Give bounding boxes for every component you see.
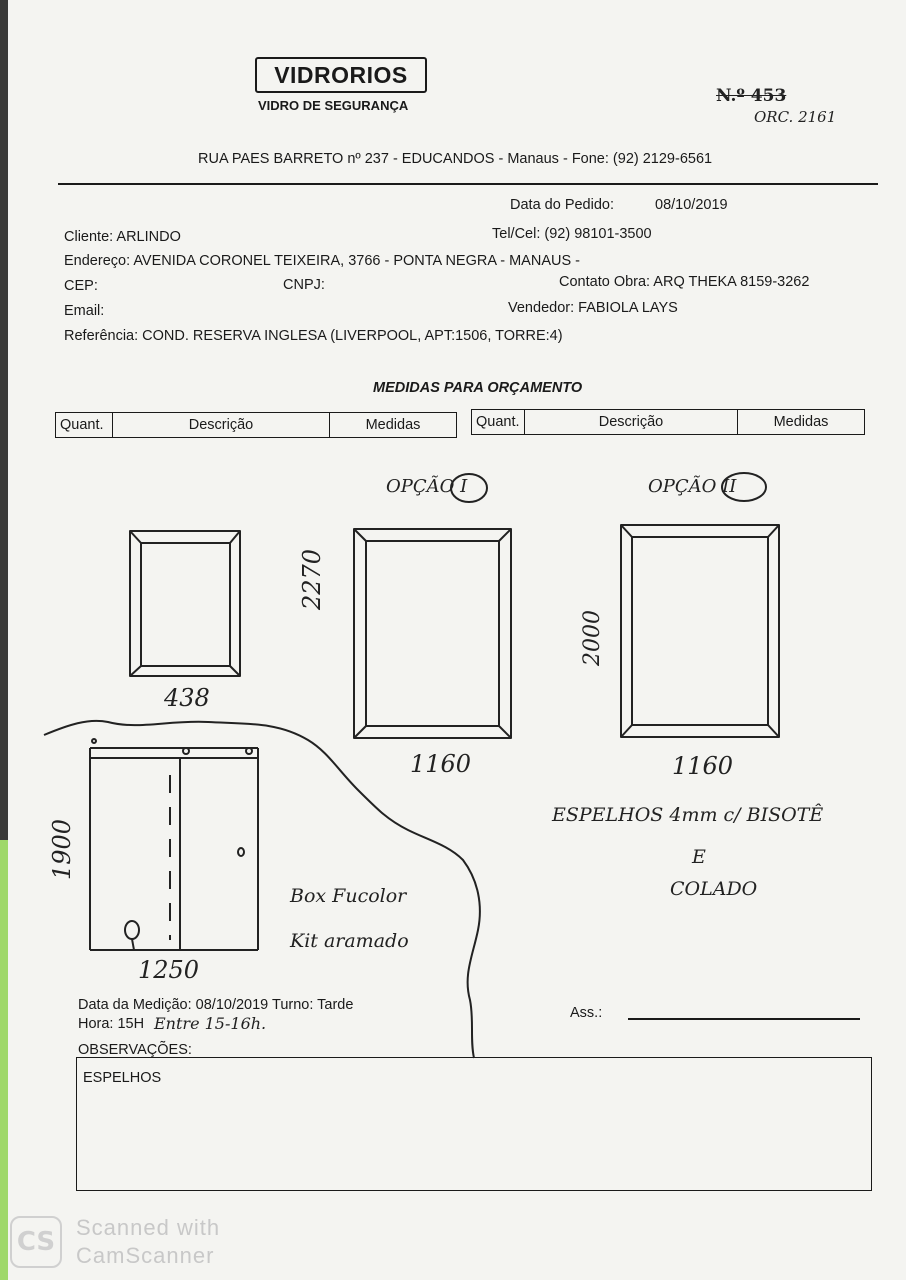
cep-field: CEP: <box>64 278 98 294</box>
cnpj-field: CNPJ: <box>283 277 325 293</box>
mirror-note-line3: COLADO <box>670 878 758 900</box>
client-field: Cliente: ARLINDO <box>64 229 181 245</box>
table-title: MEDIDAS PARA ORÇAMENTO <box>373 380 583 396</box>
logo-text: VIDRORIOS <box>274 61 408 88</box>
signature-label: Ass.: <box>570 1005 603 1021</box>
option1-mirror-frame <box>354 529 511 738</box>
measurement-hour-note: Entre 15-16h. <box>154 1014 267 1033</box>
measurement-date: Data da Medição: 08/10/2019 Turno: Tarde <box>78 997 354 1013</box>
option2-label: OPÇÃO II <box>648 476 737 497</box>
dim-box-height: 1900 <box>48 818 76 880</box>
order-date-label: Data do Pedido: <box>510 197 614 213</box>
mirror-note-line2: E <box>692 846 706 868</box>
reference-field: Referência: COND. RESERVA INGLESA (LIVERPOOL, APT:1506, TORRE:4) <box>64 328 563 344</box>
watermark-line1: Scanned with <box>76 1215 221 1240</box>
col-descricao: Descrição <box>525 410 738 435</box>
option1-label: OPÇÃO I <box>386 476 468 497</box>
option2-mirror-frame <box>621 525 779 737</box>
col-medidas: Medidas <box>330 413 457 438</box>
col-medidas: Medidas <box>738 410 865 435</box>
small-mirror-frame <box>130 531 240 676</box>
observations-text: ESPELHOS <box>83 1070 162 1086</box>
signature-line <box>628 1018 860 1020</box>
watermark-line2: CamScanner <box>76 1243 215 1268</box>
dim-option2-height: 2000 <box>580 610 605 666</box>
orc-note: ORC. 2161 <box>754 108 837 126</box>
seller-field: Vendedor: FABIOLA LAYS <box>508 300 678 316</box>
col-quant: Quant. <box>472 410 525 435</box>
address-field: Endereço: AVENIDA CORONEL TEIXEIRA, 3766 - PONTA NEGRA - MANAUS - <box>64 253 580 269</box>
observations-box <box>76 1057 872 1191</box>
col-descricao: Descrição <box>113 413 330 438</box>
camscanner-watermark <box>10 1214 220 1270</box>
measurement-hour: Hora: 15H <box>78 1016 145 1032</box>
dim-option1-height: 2270 <box>298 548 326 610</box>
dim-small-width: 438 <box>164 684 210 712</box>
phone-field: Tel/Cel: (92) 98101-3500 <box>492 226 652 242</box>
box-note-line1: Box Fucolor <box>290 885 407 907</box>
logo-subtitle: VIDRO DE SEGURANÇA <box>258 98 409 113</box>
observations-label: OBSERVAÇÕES: <box>78 1042 192 1058</box>
email-field: Email: <box>64 303 105 319</box>
scanned-document <box>8 0 906 1280</box>
dim-option2-width: 1160 <box>672 752 734 780</box>
camscanner-logo-icon: CS <box>10 1216 62 1268</box>
contact-field: Contato Obra: ARQ THEKA 8159-3262 <box>559 274 810 290</box>
mirror-note-line1: ESPELHOS 4mm c/ BISOTÊ <box>552 804 824 826</box>
company-address: RUA PAES BARRETO nº 237 - EDUCANDOS - Manaus - Fone: (92) 2129-6561 <box>198 151 713 167</box>
box-note-line2: Kit aramado <box>290 930 409 952</box>
document-number: N.º 453 <box>716 86 787 106</box>
col-quant: Quant. <box>56 413 113 438</box>
shower-box-frame <box>90 739 258 950</box>
order-date-value: 08/10/2019 <box>655 197 728 213</box>
dim-box-width: 1250 <box>138 956 200 984</box>
dim-option1-width: 1160 <box>410 750 472 778</box>
